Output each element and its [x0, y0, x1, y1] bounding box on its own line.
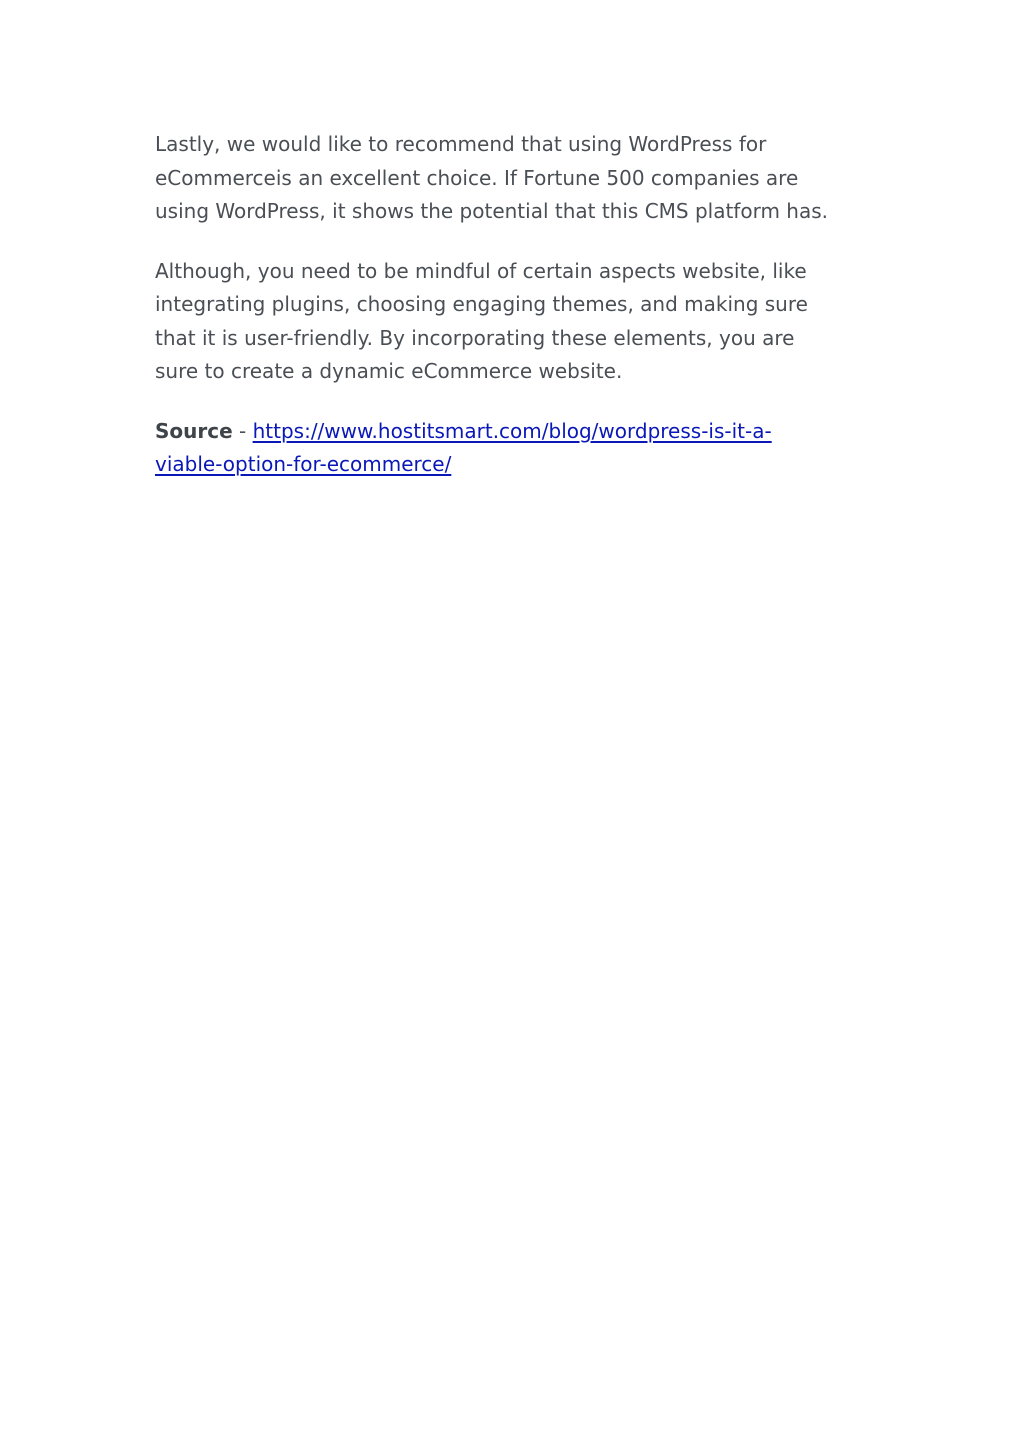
source-link-line[interactable]: https://www.hostitsmart.com/blog/wordpress-is-it-a-: [252, 418, 772, 443]
document-page: [155, 128, 875, 508]
closing-paragraph: [155, 128, 875, 229]
advice-paragraph: [155, 255, 875, 389]
paragraph-line: Lastly, we would like to recommend that using WordPress for: [155, 132, 767, 156]
paragraph-line: integrating plugins, choosing engaging themes, and making sure: [155, 292, 808, 316]
paragraph-line: Although, you need to be mindful of certain aspects website, like: [155, 258, 807, 283]
paragraph-line: using WordPress, it shows the potential that this CMS platform has.: [155, 199, 829, 223]
source-separator: -: [232, 418, 253, 443]
source-label: Source: [155, 418, 233, 443]
paragraph-line: eCommerceis an excellent choice. If Fortune 500 companies are: [155, 165, 799, 190]
source-link-line[interactable]: viable-option-for-ecommerce/: [155, 452, 452, 476]
paragraph-line: that it is user-friendly. By incorporating these elements, you are: [155, 325, 795, 350]
source-citation: [155, 415, 875, 482]
paragraph-line: sure to create a dynamic eCommerce website.: [155, 359, 623, 383]
